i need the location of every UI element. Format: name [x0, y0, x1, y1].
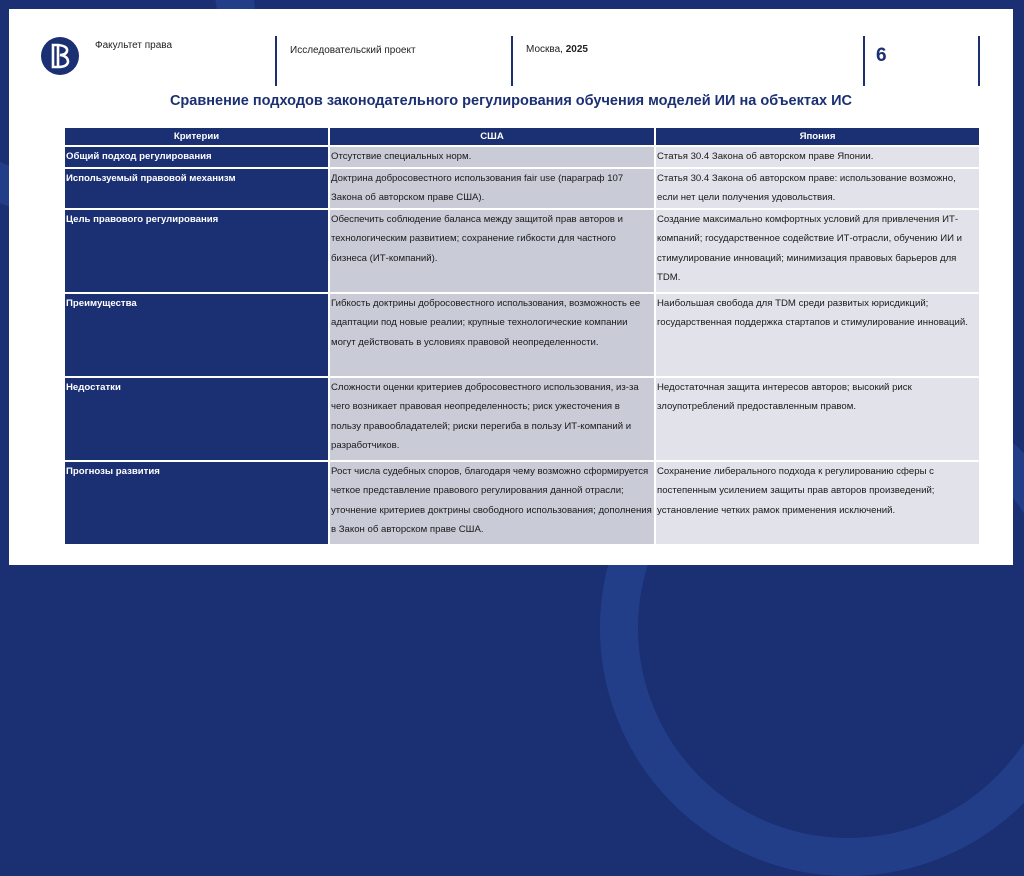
header-divider: [863, 36, 865, 86]
usa-cell: Гибкость доктрины добросовестного использования, возможность ее адаптации под новые реалии; крупные технологические компании могут действовать в условиях правовой неопределенности.: [329, 293, 655, 377]
table-row: [64, 168, 980, 209]
slide-title: Сравнение подходов законодательного регулирования обучения моделей ИИ на объектах ИС: [169, 93, 853, 109]
table-row: [64, 146, 980, 168]
table-row: [64, 377, 980, 461]
criterion-cell: Преимущества: [64, 293, 329, 377]
city-year-label: Москва, 2025: [526, 44, 588, 55]
criterion-cell: Прогнозы развития: [64, 461, 329, 545]
usa-cell: Сложности оценки критериев добросовестного использования, из-за чего возникает правовая неопределенность; риск ужесточения в пользу правообладателей; риски перегиба в пользу ИТ-компаний и разработчиков.: [329, 377, 655, 461]
column-header-usa: США: [329, 127, 655, 146]
japan-cell: Наибольшая свобода для TDM среди развитых юрисдикций; государственная поддержка стартапов и стимулирование инноваций.: [655, 293, 980, 377]
project-label: Исследовательский проект: [290, 45, 416, 56]
logo-glyph-icon: [49, 43, 71, 69]
hse-logo: [41, 37, 79, 75]
usa-cell: Доктрина добросовестного использования fair use (параграф 107 Закона об авторском праве США).: [329, 168, 655, 209]
column-header-criteria: Критерии: [64, 127, 329, 146]
criterion-cell: Общий подход регулирования: [64, 146, 329, 168]
page-number: 6: [876, 45, 887, 66]
header-divider: [978, 36, 980, 86]
table-header-row: [64, 127, 980, 146]
year: 2025: [565, 44, 588, 55]
japan-cell: Статья 30.4 Закона об авторском праве: использование возможно, если нет цели получения удовольствия.: [655, 168, 980, 209]
header-divider: [275, 36, 277, 86]
city: Москва: [526, 44, 561, 55]
japan-cell: Статья 30.4 Закона об авторском праве Японии.: [655, 146, 980, 168]
criterion-cell: Цель правового регулирования: [64, 209, 329, 293]
column-header-japan: Япония: [655, 127, 980, 146]
usa-cell: Отсутствие специальных норм.: [329, 146, 655, 168]
slide: [9, 9, 1013, 565]
criterion-cell: Используемый правовой механизм: [64, 168, 329, 209]
header-divider: [511, 36, 513, 86]
japan-cell: Недостаточная защита интересов авторов; высокий риск злоупотреблений предоставленным правом.: [655, 377, 980, 461]
faculty-label: Факультет права: [95, 40, 173, 51]
usa-cell: Обеспечить соблюдение баланса между защитой прав авторов и технологическим развитием; сохранение гибкости для частного бизнеса (ИТ-компаний).: [329, 209, 655, 293]
japan-cell: Сохранение либерального подхода к регулированию сферы с постепенным усилением защиты прав авторов произведений; установление четких рамок применения исключений.: [655, 461, 980, 545]
table-row: [64, 293, 980, 377]
table-row: [64, 209, 980, 293]
comparison-table: [63, 126, 981, 546]
table-row: [64, 461, 980, 545]
japan-cell: Создание максимально комфортных условий для привлечения ИТ-компаний; государственное содействие ИТ-отрасли, обучению ИИ и стимулирование инноваций; минимизация правовых барьеров для TDM.: [655, 209, 980, 293]
criterion-cell: Недостатки: [64, 377, 329, 461]
usa-cell: Рост числа судебных споров, благодаря чему возможно сформируется четкое представление правового регулирования данной отрасли; уточнение критериев доктрины свободного использования; дополнения в Закон об авторском праве США.: [329, 461, 655, 545]
